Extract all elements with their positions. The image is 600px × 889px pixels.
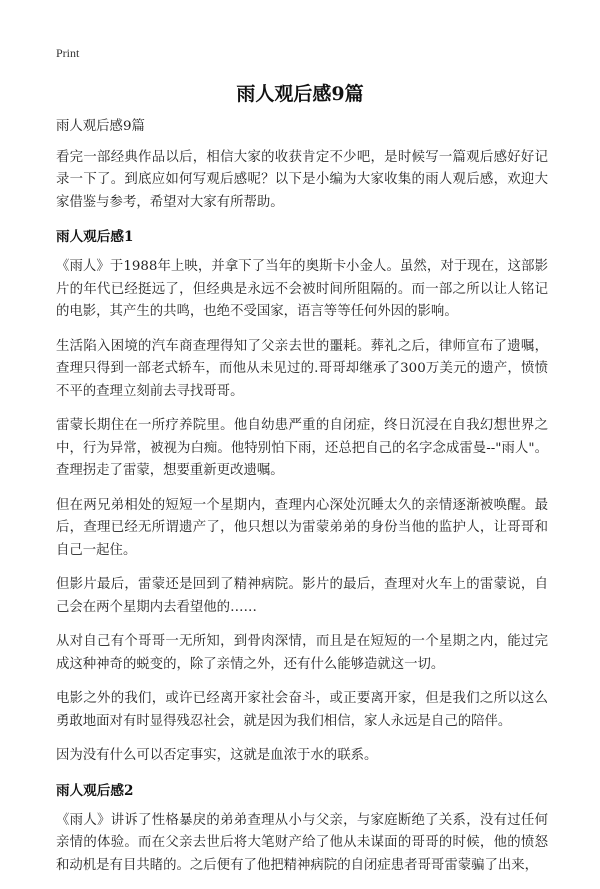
section-paragraph: 雷蒙长期住在一所疗养院里。他自幼患严重的自闭症，终日沉浸在自我幻想世界之中，行为异常，被视为白痴。他特别怕下雨，还总把自己的名字念成雷曼--"雨人"。查理拐走了雷蒙，想要重新更改遗嘱。 [56,418,548,478]
section-heading: 雨人观后感2 [56,782,134,799]
section-paragraph: 《雨人》于1988年上映，并拿下了当年的奥斯卡小金人。虽然，对于现在，这部影片的年代已经挺远了，但经典是永远不会被时间所阻隔的。而一部之所以让人铭记的电影，其产生的共鸣，也绝不受国家，语言等等任何外因的影响。 [56,259,548,319]
print-link[interactable]: Print [56,46,80,60]
article-body [56,116,548,889]
section-paragraph: 从对自己有个哥哥一无所知，到骨肉深情，而且是在短短的一个星期之内，能过完成这种神奇的蜕变的，除了亲情之外，还有什么能够造就这一切。 [56,634,548,672]
article-subtitle: 雨人观后感9篇 [56,119,145,134]
section-heading: 雨人观后感1 [56,229,134,245]
intro-paragraph: 看完一部经典作品以后，相信大家的收获肯定不少吧，是时候写一篇观后感好好记录一下了。到底应如何写观后感呢？以下是小编为大家收集的雨人观后感，欢迎大家借鉴与参考，希望对大家有所帮助。 [56,149,548,210]
section-paragraph: 但影片最后，雷蒙还是回到了精神病院。影片的最后，查理对火车上的雷蒙说，自己会在两个星期内去看望他的…… [56,577,548,615]
section-paragraph: 因为没有什么可以否定事实，这就是血浓于水的联系。 [56,748,378,763]
page-title: 雨人观后感9篇 [236,83,364,105]
section-paragraph: 电影之外的我们，或许已经离开家社会奋斗，或正要离开家，但是我们之所以这么勇敢地面对有时显得残忍社会，就是因为我们相信，家人永远是自己的陪伴。 [56,691,548,729]
section-paragraph: 《雨人》讲诉了性格暴戾的弟弟查理从小与父亲，与家庭断绝了关系，没有过任何亲情的体验。而在父亲去世后将大笔财产给了他从未谋面的哥哥的时候，他的愤怒和动机是有目共睹的。之后便有了他把精神病院的自闭症患者哥哥雷蒙骗了出来， [56,812,548,873]
section-paragraph: 但在两兄弟相处的短短一个星期内，查理内心深处沉睡太久的亲情逐渐被唤醒。最后，查理已经无所谓遗产了，他只想以为雷蒙弟弟的身份当他的监护人，让哥哥和自己一起住。 [56,497,548,558]
section-paragraph: 生活陷入困境的汽车商查理得知了父亲去世的噩耗。葬礼之后，律师宣布了遗嘱，查理只得到一部老式轿车，而他从未见过的.哥哥却继承了300万美元的遗产，愤愤不平的查理立刻前去寻找哥哥。 [56,338,548,399]
